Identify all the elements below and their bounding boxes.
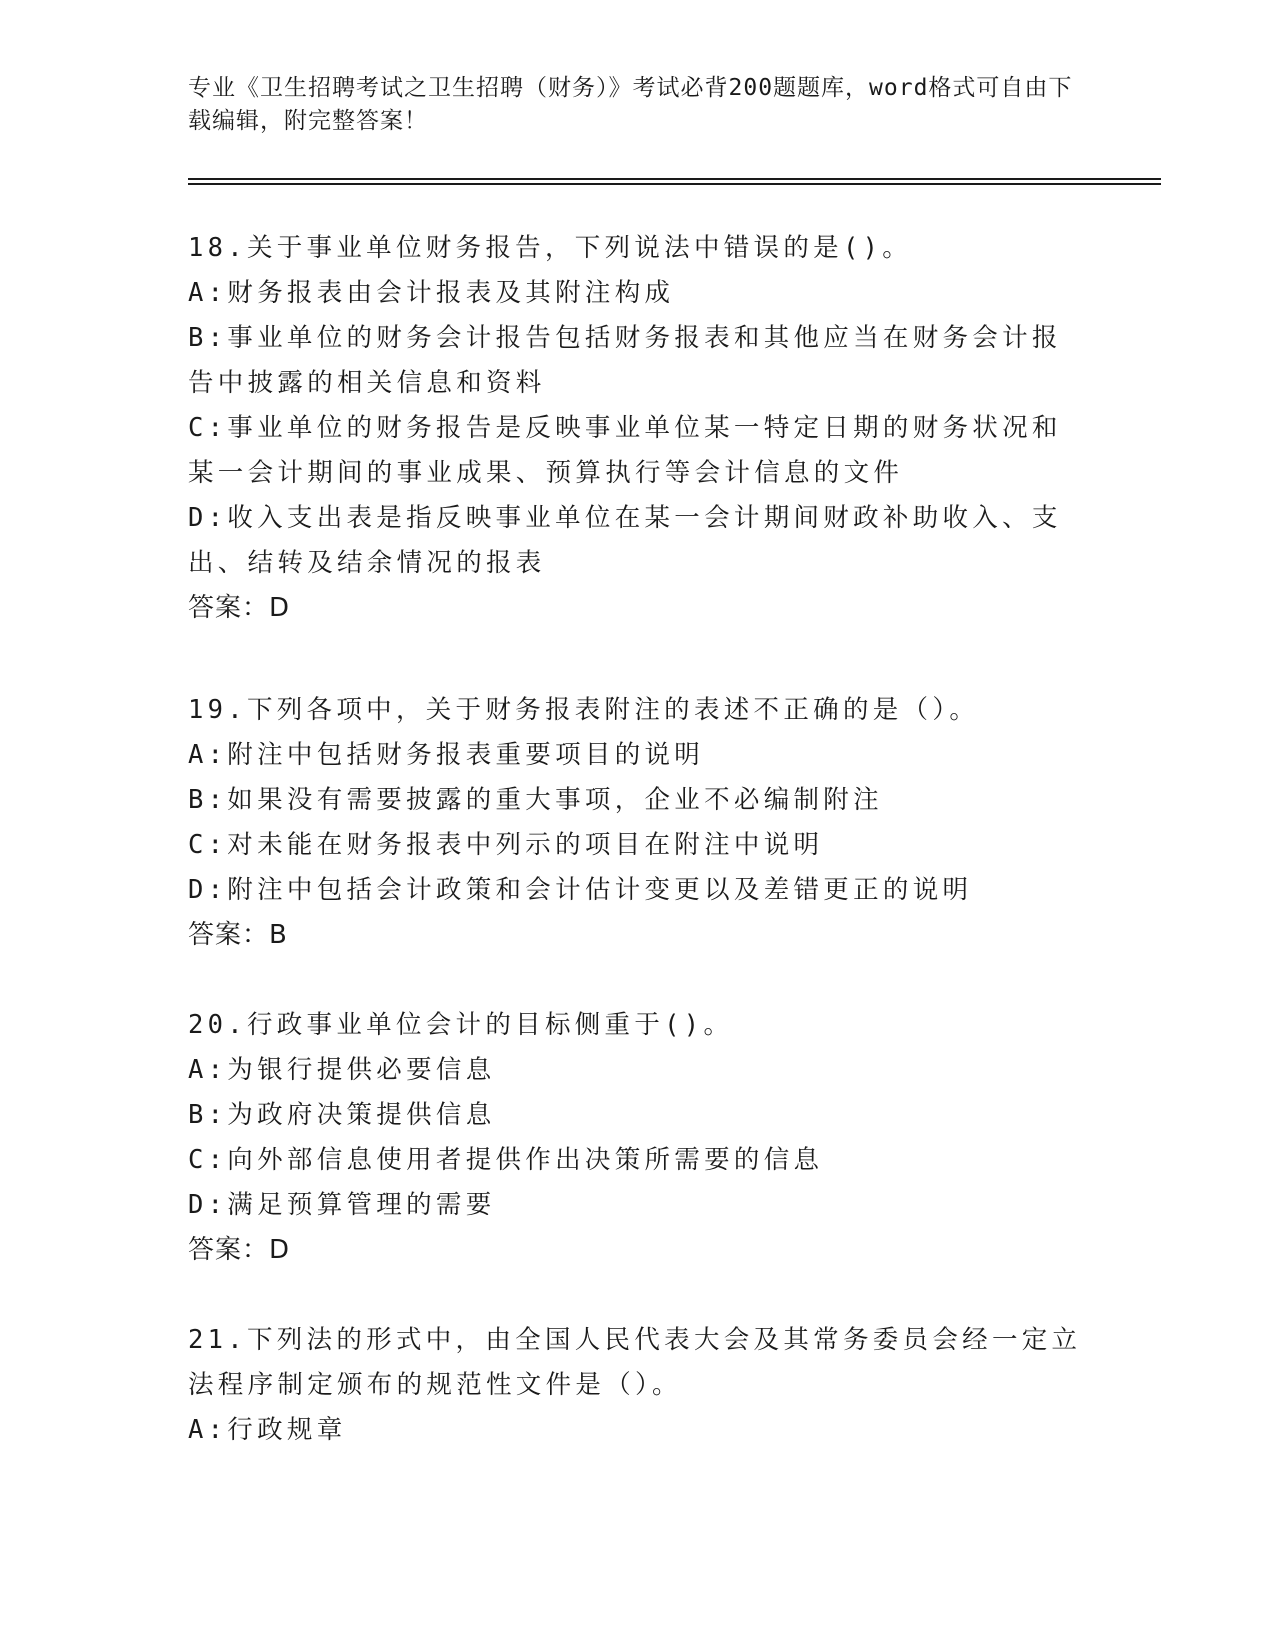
option-a: A:为银行提供必要信息 bbox=[188, 1055, 496, 1085]
option-b: B:为政府决策提供信息 bbox=[188, 1100, 496, 1130]
header-divider-bottom bbox=[188, 183, 1161, 185]
document-header bbox=[188, 72, 1088, 138]
option-d: D:附注中包括会计政策和会计估计变更以及差错更正的说明 bbox=[188, 875, 973, 905]
question-stem: 20.行政事业单位会计的目标侧重于()。 bbox=[188, 1010, 734, 1040]
answer: 答案：D bbox=[188, 593, 291, 623]
option-a: A:行政规章 bbox=[188, 1415, 347, 1445]
question-18 bbox=[188, 226, 1088, 631]
option-b: B:事业单位的财务会计报告包括财务报表和其他应当在财务会计报告中披露的相关信息和资料 bbox=[188, 323, 1062, 398]
question-stem: 19.下列各项中，关于财务报表附注的表述不正确的是（）。 bbox=[188, 695, 980, 725]
header-divider-top bbox=[188, 178, 1161, 180]
question-21 bbox=[188, 1318, 1088, 1453]
option-d: D:收入支出表是指反映事业单位在某一会计期间财政补助收入、支出、结转及结余情况的报表 bbox=[188, 503, 1062, 578]
question-20 bbox=[188, 1003, 1088, 1273]
header-text: 专业《卫生招聘考试之卫生招聘（财务）》考试必背200题题库，word格式可自由下载编辑，附完整答案！ bbox=[188, 75, 1073, 134]
answer: 答案：B bbox=[188, 920, 288, 950]
question-19 bbox=[188, 688, 1088, 958]
option-c: C:事业单位的财务报告是反映事业单位某一特定日期的财务状况和某一会计期间的事业成果、预算执行等会计信息的文件 bbox=[188, 413, 1062, 488]
option-d: D:满足预算管理的需要 bbox=[188, 1190, 496, 1220]
option-a: A:附注中包括财务报表重要项目的说明 bbox=[188, 740, 705, 770]
option-b: B:如果没有需要披露的重大事项，企业不必编制附注 bbox=[188, 785, 883, 815]
option-c: C:对未能在财务报表中列示的项目在附注中说明 bbox=[188, 830, 824, 860]
option-a: A:财务报表由会计报表及其附注构成 bbox=[188, 278, 675, 308]
answer: 答案：D bbox=[188, 1235, 291, 1265]
option-c: C:向外部信息使用者提供作出决策所需要的信息 bbox=[188, 1145, 824, 1175]
question-stem: 18.关于事业单位财务报告，下列说法中错误的是()。 bbox=[188, 233, 913, 263]
question-stem: 21.下列法的形式中，由全国人民代表大会及其常务委员会经一定立法程序制定颁布的规范性文件是（）。 bbox=[188, 1325, 1082, 1400]
